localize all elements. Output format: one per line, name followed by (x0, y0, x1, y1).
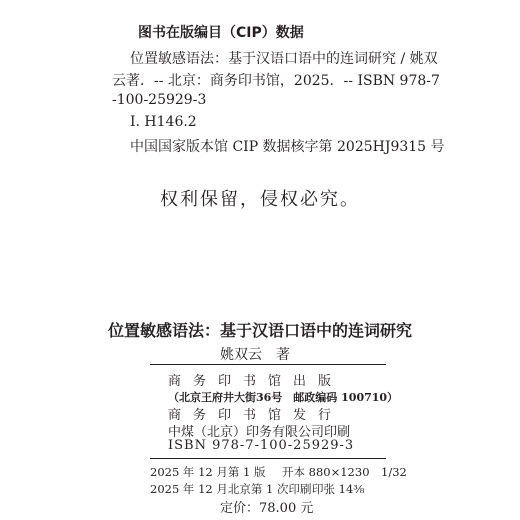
publisher-line: 商务印书馆出版 (168, 374, 344, 389)
first-edition-date: 2025 年 12 月第 1 版 (150, 465, 266, 479)
book-author: 姚双云 著 (220, 347, 290, 363)
rights-reserved-notice: 权利保留，侵权必究。 (160, 189, 360, 210)
cip-heading: 图书在版编目（CIP）数据 (138, 25, 304, 41)
cip-line-1: 位置敏感语法：基于汉语口语中的连词研究 / 姚双 (130, 51, 438, 67)
book-title: 位置敏感语法：基于汉语口语中的连词研究 (107, 321, 412, 340)
distributor-line: 商务印书馆发行 (168, 408, 344, 423)
cip-record-number: 中国国家版本馆 CIP 数据核字第 2025HJ9315 号 (130, 139, 445, 155)
first-print-date: 2025 年 12 月北京第 1 次印刷 (150, 482, 312, 496)
cip-line-3: -100-25929-3 (112, 92, 207, 108)
printed-sheets: 印张 14⅜ (312, 482, 365, 496)
divider-bottom (150, 458, 386, 459)
cip-classification: Ⅰ. H146.2 (130, 114, 197, 130)
price: 定价：78.00 元 (220, 501, 314, 516)
book-format: 开本 880×1230 1/32 (282, 465, 407, 479)
printer-line: 中煤（北京）印务有限公司印刷 (168, 425, 351, 440)
publisher-address: （北京王府井大街36号 邮政编码 100710） (168, 391, 399, 404)
cip-line-2: 云著．-- 北京：商务印书馆，2025．-- ISBN 978-7 (112, 73, 440, 89)
divider-top (150, 364, 386, 365)
isbn-line: ISBN 978-7-100-25929-3 (168, 438, 355, 453)
